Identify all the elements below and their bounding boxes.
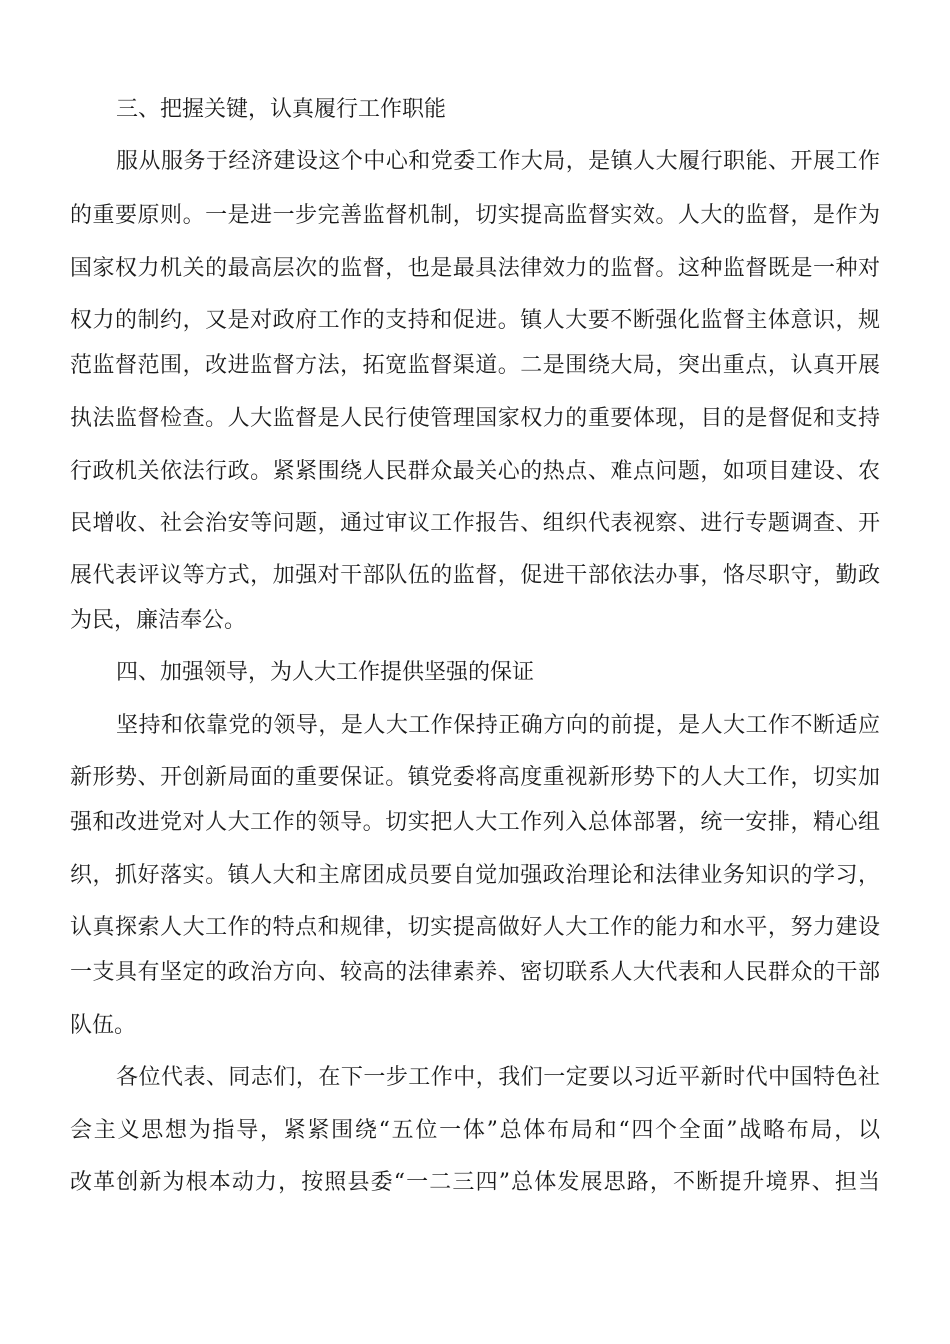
section-4-paragraph-line: 新形势、开创新局面的重要保证。镇党委将高度重视新形势下的人大工作，切实加 bbox=[70, 765, 880, 790]
closing-paragraph-line: 改革创新为根本动力，按照县委“一二三四”总体发展思路，不断提升境界、担当 bbox=[70, 1170, 880, 1195]
section-3-paragraph-line: 范监督范围，改进监督方法，拓宽监督渠道。二是围绕大局，突出重点，认真开展 bbox=[70, 353, 880, 378]
section-4-paragraph-line: 坚持和依靠党的领导，是人大工作保持正确方向的前提，是人大工作不断适应 bbox=[116, 713, 880, 738]
section-4-paragraph-line: 强和改进党对人大工作的领导。切实把人大工作列入总体部署，统一安排，精心组 bbox=[70, 810, 880, 835]
closing-paragraph-line: 会主义思想为指导，紧紧围绕“五位一体”总体布局和“四个全面”战略布局，以 bbox=[70, 1118, 880, 1143]
section-4-heading: 四、加强领导，为人大工作提供坚强的保证 bbox=[116, 660, 535, 685]
section-4-paragraph-line: 队伍。 bbox=[70, 1013, 137, 1038]
section-3-paragraph-line: 展代表评议等方式，加强对干部队伍的监督，促进干部依法办事，恪尽职守，勤政 bbox=[70, 563, 880, 588]
section-3-paragraph-line: 执法监督检查。人大监督是人民行使管理国家权力的重要体现，目的是督促和支持 bbox=[70, 406, 880, 431]
section-3-paragraph-line: 的重要原则。一是进一步完善监督机制，切实提高监督实效。人大的监督，是作为 bbox=[70, 203, 880, 228]
section-3-paragraph-line: 行政机关依法行政。紧紧围绕人民群众最关心的热点、难点问题，如项目建设、农 bbox=[70, 459, 880, 484]
section-4-paragraph-line: 认真探索人大工作的特点和规律，切实提高做好人大工作的能力和水平，努力建设 bbox=[70, 915, 880, 940]
section-3-paragraph-line: 民增收、社会治安等问题，通过审议工作报告、组织代表视察、进行专题调查、开 bbox=[70, 511, 880, 536]
section-4-paragraph-line: 一支具有坚定的政治方向、较高的法律素养、密切联系人大代表和人民群众的干部 bbox=[70, 960, 880, 985]
section-3-heading: 三、把握关键，认真履行工作职能 bbox=[116, 97, 447, 122]
section-3-paragraph-line: 国家权力机关的最高层次的监督，也是最具法律效力的监督。这种监督既是一种对 bbox=[70, 256, 880, 281]
section-4-paragraph-line: 织，抓好落实。镇人大和主席团成员要自觉加强政治理论和法律业务知识的学习， bbox=[70, 863, 880, 888]
section-3-paragraph-line: 为民，廉洁奉公。 bbox=[70, 608, 247, 633]
section-3-paragraph-line: 权力的制约，又是对政府工作的支持和促进。镇人大要不断强化监督主体意识，规 bbox=[70, 308, 880, 333]
closing-paragraph-line: 各位代表、同志们，在下一步工作中，我们一定要以习近平新时代中国特色社 bbox=[116, 1065, 880, 1090]
section-3-paragraph-line: 服从服务于经济建设这个中心和党委工作大局，是镇人大履行职能、开展工作 bbox=[116, 149, 880, 174]
